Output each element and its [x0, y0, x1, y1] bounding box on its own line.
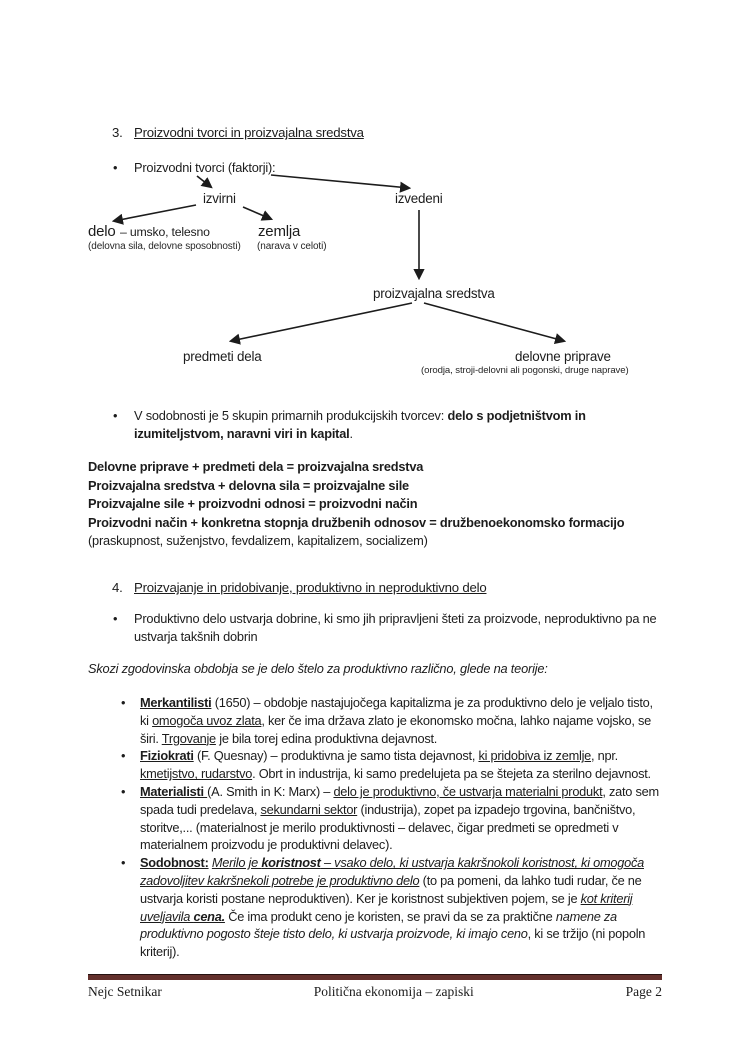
- text-segment: namene za produktivno pogosto šteje tisto delo, ki ustvarja proizvode, ki imajo ceno: [140, 908, 617, 942]
- formulas-note: (praskupnost, suženjstvo, fevdalizem, kapitalizem, socializem): [88, 533, 428, 549]
- text-segment: Merilo je: [211, 855, 262, 871]
- diagram-label-delovne-priprave: delovne priprave: [515, 349, 611, 364]
- text-segment: (industrija), zopet pa izpadejo trgovina, bančništvo, storitve,... (materialnost je merilo produktivnosti – delavec, čigar predmeti se opredmeti v materialnem proizvodu je produktivni delavec).: [140, 801, 636, 853]
- text-segment: ki pridobiva iz zemlje: [478, 748, 592, 764]
- text-segment: – vsako delo, ki ustvarja kakršnokoli koristnost, ki omogoča zadovoljitev kakršnekoli potrebe je produktivno delo: [140, 855, 644, 888]
- text-segment: koristnost: [261, 855, 321, 871]
- text-segment: cena.: [193, 908, 225, 924]
- factors-bullet-text: Proizvodni tvorci (faktorji):: [134, 160, 276, 175]
- diagram-label-delo-row: [88, 223, 210, 241]
- diagram-label-predmeti-dela: predmeti dela: [183, 349, 262, 364]
- text-segment: (F. Quesnay) – produktivna je samo tista dejavnost,: [193, 748, 479, 764]
- diagram-label-delo-desc: – umsko, telesno: [120, 225, 210, 239]
- theory-item-merkantilisti: [121, 694, 662, 747]
- diagram-label-zemlja: zemlja: [258, 223, 301, 240]
- text-segment: delo je produktivno, če ustvarja materialni produkt: [333, 783, 603, 799]
- bullet-marker: •: [113, 408, 118, 423]
- section-3-title: Proizvodni tvorci in proizvajalna sredstva: [134, 125, 364, 140]
- theory-text: [140, 783, 662, 854]
- bullet-marker: •: [113, 160, 118, 175]
- diagram-label-izvirni: izvirni: [203, 191, 236, 206]
- text-segment: (A. Smith in K: Marx) –: [207, 783, 334, 799]
- formulas-block: [88, 458, 624, 551]
- modern-producers-bullet: [113, 407, 634, 444]
- section-3-number: 3.: [112, 125, 123, 140]
- formula-line: Proizvajalna sredstva + delovna sila = proizvajalne sile: [88, 477, 409, 493]
- bullet-marker: •: [121, 855, 126, 871]
- text-segment: kot kriterij uveljavila: [140, 890, 633, 924]
- text-segment: Trgovanje: [161, 730, 216, 746]
- text-segment: delo s podjetništvom in izumiteljstvom, naravni viri in kapital: [134, 408, 586, 442]
- text-segment: sekundarni sektor: [260, 801, 358, 817]
- theory-text: [140, 694, 662, 747]
- section-3-heading: [112, 125, 364, 140]
- productive-work-bullet: [113, 610, 666, 647]
- diagram-label-delo: delo: [88, 223, 116, 240]
- arrow-proizvajalna-to-predmeti: [231, 303, 412, 341]
- text-segment: Fiziokrati: [140, 748, 194, 764]
- diagram-label-proizvajalna-sredstva: proizvajalna sredstva: [373, 286, 495, 301]
- text-segment: Merkantilisti: [140, 695, 212, 710]
- text-segment: V sodobnosti je 5 skupin primarnih produkcijskih tvorcev:: [134, 408, 448, 423]
- modern-producers-text: [134, 407, 634, 444]
- footer-doc-title: Politična ekonomija – zapiski: [313, 984, 474, 999]
- section-4-heading: [112, 580, 486, 595]
- theory-text: [140, 854, 662, 961]
- bullet-marker: •: [121, 783, 126, 799]
- text-segment: , ki se tržijo (ni popoln kriterij).: [140, 926, 646, 960]
- bullet-marker: •: [121, 695, 126, 710]
- text-segment: kmetijstvo, rudarstvo: [140, 766, 253, 782]
- arrow-tvorci-to-izvedeni: [271, 175, 409, 188]
- text-segment: , zato sem spada tudi predelava,: [140, 783, 659, 817]
- text-segment: (to pa pomeni, da lahko tudi rudar, če ne ustvarja koristi postane neproduktiven). Ker je koristnost subjektiven pojem, se je: [140, 872, 642, 906]
- section-4-number: 4.: [112, 580, 123, 595]
- arrow-izvirni-to-delo: [114, 205, 196, 221]
- text-segment: , npr.: [591, 748, 618, 764]
- theory-item-fiziokrati: [121, 747, 662, 783]
- factors-bullet: [113, 159, 275, 177]
- text-segment: , ker če ima država zlato je ekonomsko močna, lahko najame vojsko, se širi.: [140, 712, 651, 746]
- diagram-label-izvedeni: izvedeni: [395, 191, 443, 206]
- text-segment: omogoča uvoz zlata: [152, 712, 262, 728]
- text-segment: Materialisti: [140, 783, 208, 799]
- text-segment: . Obrt in industrija, ki samo predelujeta pa se štejeta za sterilno dejavnost.: [252, 766, 651, 782]
- formula-line: Proizvajalne sile + proizvodni odnosi = proizvodni način: [88, 496, 418, 512]
- arrow-tvorci-to-izvirni: [197, 176, 211, 187]
- theory-text: [140, 747, 662, 783]
- arrow-proizvajalna-to-priprave: [424, 303, 564, 341]
- productive-work-text: Produktivno delo ustvarja dobrine, ki smo jih pripravljeni šteti za proizvode, neproduktivno pa ne ustvarja takšnih dobrin: [134, 611, 657, 645]
- theory-item-materialisti: [121, 783, 662, 854]
- theory-item-sodobnost: [121, 854, 662, 961]
- theories-intro: Skozi zgodovinska obdobja se je delo štelo za produktivno različno, glede na teorije:: [88, 661, 548, 676]
- bullet-marker: •: [113, 611, 118, 626]
- text-segment: Če ima produkt ceno je koristen, se pravi da se za praktične: [224, 908, 556, 924]
- bullet-marker: •: [121, 748, 126, 764]
- footer: [88, 984, 662, 1000]
- text-segment: (1650) – obdobje nastajujočega kapitalizma je za produktivno delo je veljalo tisto, ki: [140, 695, 653, 728]
- footer-page-number: Page 2: [625, 984, 662, 999]
- text-segment: je bila torej edina produktivna dejavnost.: [215, 730, 438, 746]
- arrow-izvirni-to-zemlja: [243, 207, 271, 219]
- footer-author: Nejc Setnikar: [88, 984, 162, 999]
- diagram-note-delo: (delovna sila, delovne sposobnosti): [88, 241, 241, 252]
- text-segment: .: [349, 426, 353, 442]
- theories-list: [121, 694, 662, 961]
- section-4-title: Proizvajanje in pridobivanje, produktivno in neproduktivno delo: [134, 580, 487, 595]
- formula-line: Proizvodni način + konkretna stopnja družbenih odnosov = družbenoekonomsko formacijo: [88, 514, 625, 530]
- diagram-note-zemlja: (narava v celoti): [257, 241, 327, 252]
- text-segment: Sodobnost:: [140, 855, 209, 871]
- diagram-note-delovne-priprave: (orodja, stroji-delovni ali pogonski, druge naprave): [421, 365, 629, 376]
- formula-line: Delovne priprave + predmeti dela = proizvajalna sredstva: [88, 459, 424, 474]
- footer-rule: [88, 974, 662, 980]
